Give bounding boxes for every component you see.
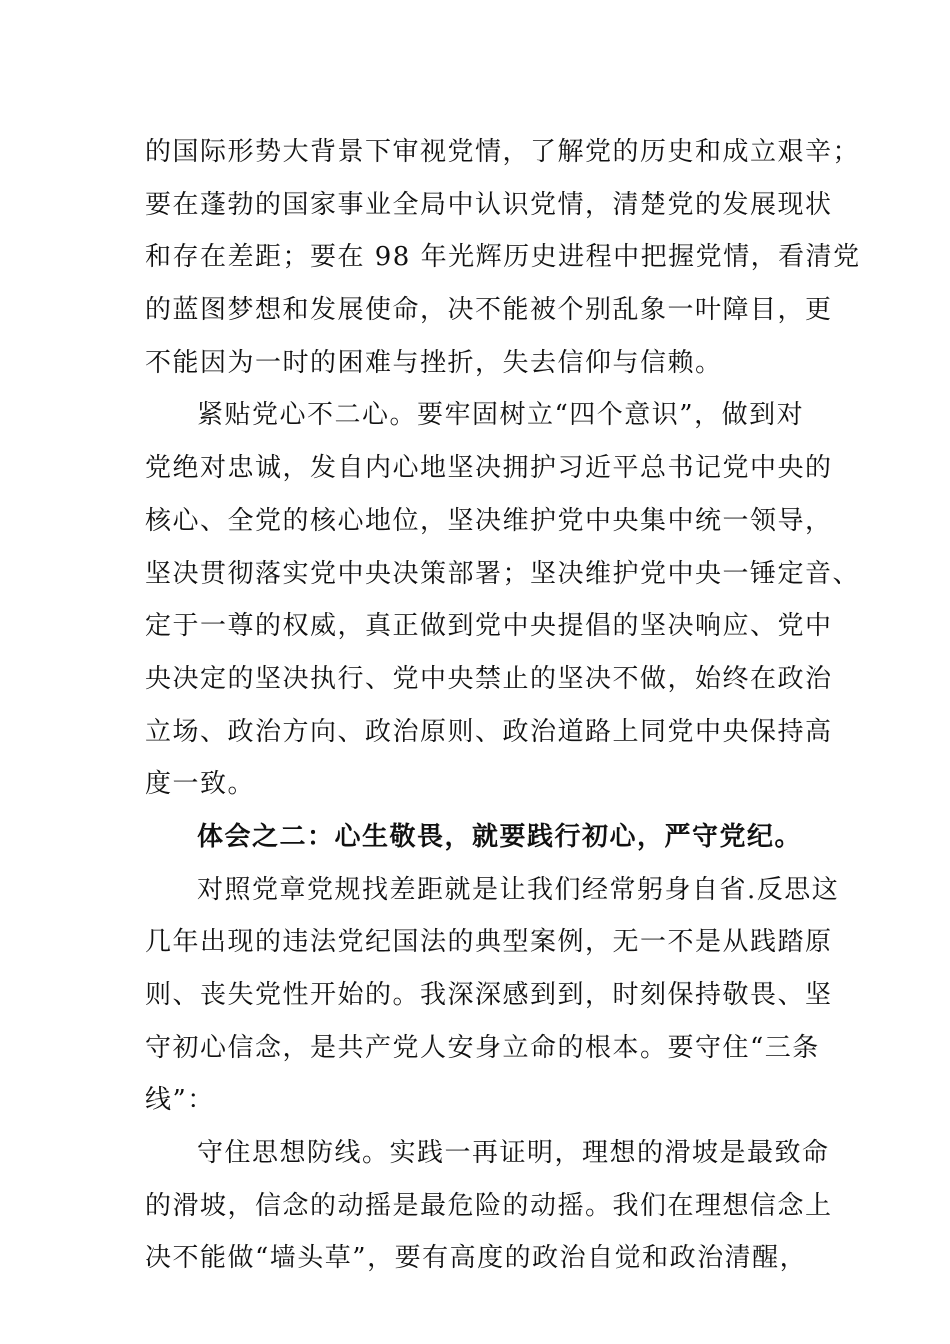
text-line: 央决定的坚决执行、党中央禁止的坚决不做，始终在政治 (145, 663, 833, 694)
text-line: 坚决贯彻落实党中央决策部署；坚决维护党中央一锤定音、 (145, 558, 861, 589)
text-line: 定于一尊的权威，真正做到党中央提倡的坚决响应、党中 (145, 611, 833, 642)
text-line: 不能因为一时的困难与挫折，失去信仰与信赖。 (145, 347, 723, 378)
text-line: 立场、政治方向、政治原则、政治道路上同党中央保持高 (145, 716, 833, 747)
text-line: 和存在差距；要在 98 年光辉历史进程中把握党情，看清党 (145, 242, 861, 273)
paragraph-first-line: 守住思想防线。实践一再证明，理想的滑坡是最致命 (197, 1138, 830, 1169)
text-line: 的蓝图梦想和发展使命，决不能被个别乱象一叶障目，更 (145, 295, 833, 326)
paragraph-first-line: 紧贴党心不二心。要牢固树立“四个意识”，做到对 (197, 400, 805, 431)
text-line: 线”： (145, 1085, 215, 1116)
paragraph-first-line: 对照党章党规找差距就是让我们经常躬身自省.反思这 (197, 874, 840, 905)
text-line: 核心、全党的核心地位，坚决维护党中央集中统一领导， (145, 505, 833, 536)
text-line: 的国际形势大背景下审视党情，了解党的历史和成立艰辛； (145, 137, 861, 167)
text-line: 几年出现的违法党纪国法的典型案例，无一不是从践踏原 (145, 927, 833, 958)
text-line: 则、丧失党性开始的。我深深感到到，时刻保持敬畏、坚 (145, 980, 833, 1010)
text-line: 的滑坡，信念的动摇是最危险的动摇。我们在理想信念上 (145, 1190, 833, 1221)
text-line: 度一致。 (145, 769, 256, 800)
section-heading: 体会之二：心生敬畏，就要践行初心，严守党纪。 (197, 821, 803, 852)
text-line: 守初心信念，是共产党人安身立命的根本。要守住“三条 (145, 1032, 820, 1063)
document-body (145, 126, 861, 1285)
text-line: 要在蓬勃的国家事业全局中认识党情，清楚党的发展现状 (145, 189, 833, 220)
text-line: 决不能做“墙头草”，要有高度的政治自觉和政治清醒， (145, 1243, 808, 1274)
text-line: 党绝对忠诚，发自内心地坚决拥护习近平总书记党中央的 (145, 453, 833, 484)
